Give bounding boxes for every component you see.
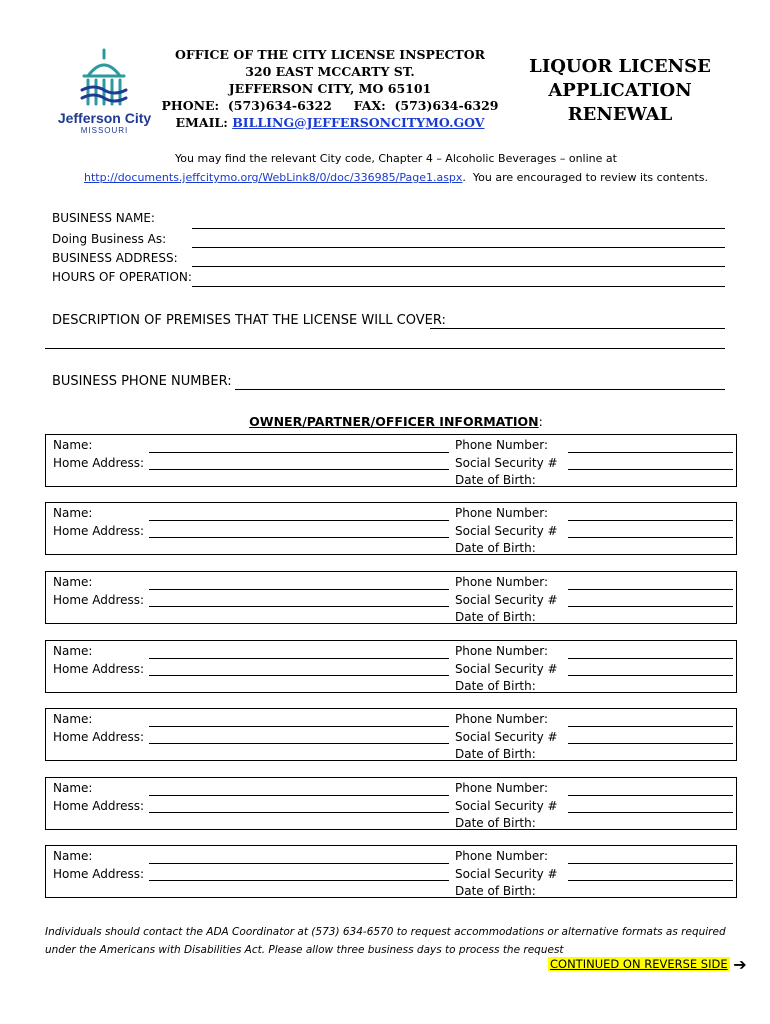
owner-ssn-field[interactable] xyxy=(568,606,733,607)
hours-field[interactable] xyxy=(192,286,725,287)
owner-home-field[interactable] xyxy=(149,537,449,538)
city-logo xyxy=(52,46,157,136)
owner-ssn-label: Social Security # xyxy=(455,456,558,470)
dba-label: Doing Business As: xyxy=(52,232,167,246)
owner-name-label: Name: xyxy=(53,438,93,452)
owner-dob-label: Date of Birth: xyxy=(455,610,536,624)
capitol-icon xyxy=(52,46,157,108)
business-name-field[interactable] xyxy=(192,228,725,229)
owner-name-label: Name: xyxy=(53,712,93,726)
office-street: 320 EAST MCCARTY ST. xyxy=(245,64,415,79)
owner-name-label: Name: xyxy=(53,781,93,795)
continued-text: CONTINUED ON REVERSE SIDE xyxy=(550,957,728,971)
owner-name-field[interactable] xyxy=(149,863,449,864)
logo-city-name: Jefferson City xyxy=(57,110,152,126)
owner-phone-field[interactable] xyxy=(568,863,733,864)
owner-home-field[interactable] xyxy=(149,880,449,881)
owner-name-label: Name: xyxy=(53,849,93,863)
owner-entry xyxy=(45,640,737,693)
owner-ssn-label: Social Security # xyxy=(455,867,558,881)
hours-label: HOURS OF OPERATION: xyxy=(52,270,192,284)
owner-ssn-label: Social Security # xyxy=(455,730,558,744)
premises-field-line2[interactable] xyxy=(45,348,725,349)
premises-label: DESCRIPTION OF PREMISES THAT THE LICENSE WILL COVER: xyxy=(52,313,446,328)
business-name-label: BUSINESS NAME: xyxy=(52,211,155,225)
owner-name-label: Name: xyxy=(53,506,93,520)
owner-name-field[interactable] xyxy=(149,520,449,521)
office-name: OFFICE OF THE CITY LICENSE INSPECTOR xyxy=(175,47,485,62)
ada-notice-line-1: Individuals should contact the ADA Coordinator at (573) 634-6570 to request accommodations or alternative formats as required xyxy=(45,926,726,938)
owner-ssn-label: Social Security # xyxy=(455,799,558,813)
email-label: EMAIL: xyxy=(175,115,228,130)
logo-state-name: MISSOURI xyxy=(80,126,129,135)
city-code-link[interactable]: http://documents.jeffcitymo.org/WebLink8/0/doc/336985/Page1.aspx xyxy=(84,171,463,184)
owner-phone-label: Phone Number: xyxy=(455,644,549,658)
business-phone-field[interactable] xyxy=(235,389,725,390)
owner-home-label: Home Address: xyxy=(53,867,145,881)
business-phone-label: BUSINESS PHONE NUMBER: xyxy=(52,374,232,389)
email-link[interactable]: BILLING@JEFFERSONCITYMO.GOV xyxy=(232,115,485,130)
office-phone-fax: PHONE: (573)634-6322 FAX: (573)634-6329 xyxy=(161,98,499,113)
owner-phone-field[interactable] xyxy=(568,520,733,521)
owner-name-label: Name: xyxy=(53,575,93,589)
owner-phone-label: Phone Number: xyxy=(455,506,549,520)
owner-dob-label: Date of Birth: xyxy=(455,679,536,693)
owner-dob-label: Date of Birth: xyxy=(455,884,536,898)
title-line-2: APPLICATION xyxy=(548,80,692,101)
owner-phone-label: Phone Number: xyxy=(455,575,549,589)
owner-home-label: Home Address: xyxy=(53,524,145,538)
owner-name-field[interactable] xyxy=(149,795,449,796)
owner-dob-label: Date of Birth: xyxy=(455,541,536,555)
owner-name-field[interactable] xyxy=(149,452,449,453)
owner-home-label: Home Address: xyxy=(53,593,145,607)
owner-ssn-field[interactable] xyxy=(568,880,733,881)
owner-name-label: Name: xyxy=(53,644,93,658)
owner-entry xyxy=(45,502,737,555)
office-email-line xyxy=(160,115,500,131)
owner-ssn-label: Social Security # xyxy=(455,662,558,676)
owner-home-label: Home Address: xyxy=(53,730,145,744)
owner-ssn-label: Social Security # xyxy=(455,593,558,607)
owner-name-field[interactable] xyxy=(149,726,449,727)
owner-home-label: Home Address: xyxy=(53,662,145,676)
owner-home-label: Home Address: xyxy=(53,799,145,813)
owner-entry xyxy=(45,845,737,898)
owner-home-field[interactable] xyxy=(149,606,449,607)
owner-phone-label: Phone Number: xyxy=(455,712,549,726)
dba-field[interactable] xyxy=(192,247,725,248)
business-address-field[interactable] xyxy=(192,266,725,267)
owner-entry xyxy=(45,777,737,830)
owner-phone-label: Phone Number: xyxy=(455,849,549,863)
owners-heading: OWNER/PARTNER/OFFICER INFORMATION: xyxy=(249,414,543,429)
owner-entry xyxy=(45,571,737,624)
owner-ssn-field[interactable] xyxy=(568,469,733,470)
owner-ssn-field[interactable] xyxy=(568,812,733,813)
owner-phone-label: Phone Number: xyxy=(455,438,549,452)
business-address-label: BUSINESS ADDRESS: xyxy=(52,251,178,265)
owner-home-field[interactable] xyxy=(149,743,449,744)
owner-phone-field[interactable] xyxy=(568,726,733,727)
owner-phone-field[interactable] xyxy=(568,452,733,453)
owner-ssn-field[interactable] xyxy=(568,537,733,538)
owner-home-label: Home Address: xyxy=(53,456,145,470)
owner-phone-label: Phone Number: xyxy=(455,781,549,795)
owner-dob-label: Date of Birth: xyxy=(455,747,536,761)
intro-line-1: You may find the relevant City code, Chapter 4 – Alcoholic Beverages – online at xyxy=(175,152,617,165)
owner-entry xyxy=(45,434,737,487)
intro-tail: . You are encouraged to review its contents. xyxy=(462,171,708,184)
office-citystate: JEFFERSON CITY, MO 65101 xyxy=(228,81,432,96)
owner-phone-field[interactable] xyxy=(568,658,733,659)
owner-home-field[interactable] xyxy=(149,675,449,676)
owner-phone-field[interactable] xyxy=(568,589,733,590)
owner-entry xyxy=(45,708,737,761)
continued-notice xyxy=(548,955,747,974)
owner-ssn-field[interactable] xyxy=(568,743,733,744)
owner-name-field[interactable] xyxy=(149,589,449,590)
title-line-3: RENEWAL xyxy=(567,104,673,125)
arrow-right-icon: ➔ xyxy=(733,955,747,974)
owner-ssn-field[interactable] xyxy=(568,675,733,676)
owner-home-field[interactable] xyxy=(149,469,449,470)
owner-dob-label: Date of Birth: xyxy=(455,473,536,487)
owner-dob-label: Date of Birth: xyxy=(455,816,536,830)
ada-notice-line-2: under the Americans with Disabilities Act. Please allow three business days to process the request xyxy=(45,944,564,956)
owner-name-field[interactable] xyxy=(149,658,449,659)
owners-heading-text: OWNER/PARTNER/OFFICER INFORMATION xyxy=(249,414,539,429)
intro-line-2 xyxy=(0,171,770,184)
owner-ssn-label: Social Security # xyxy=(455,524,558,538)
owner-home-field[interactable] xyxy=(149,812,449,813)
owner-phone-field[interactable] xyxy=(568,795,733,796)
premises-field[interactable] xyxy=(430,328,725,329)
title-line-1: LIQUOR LICENSE xyxy=(529,56,711,77)
